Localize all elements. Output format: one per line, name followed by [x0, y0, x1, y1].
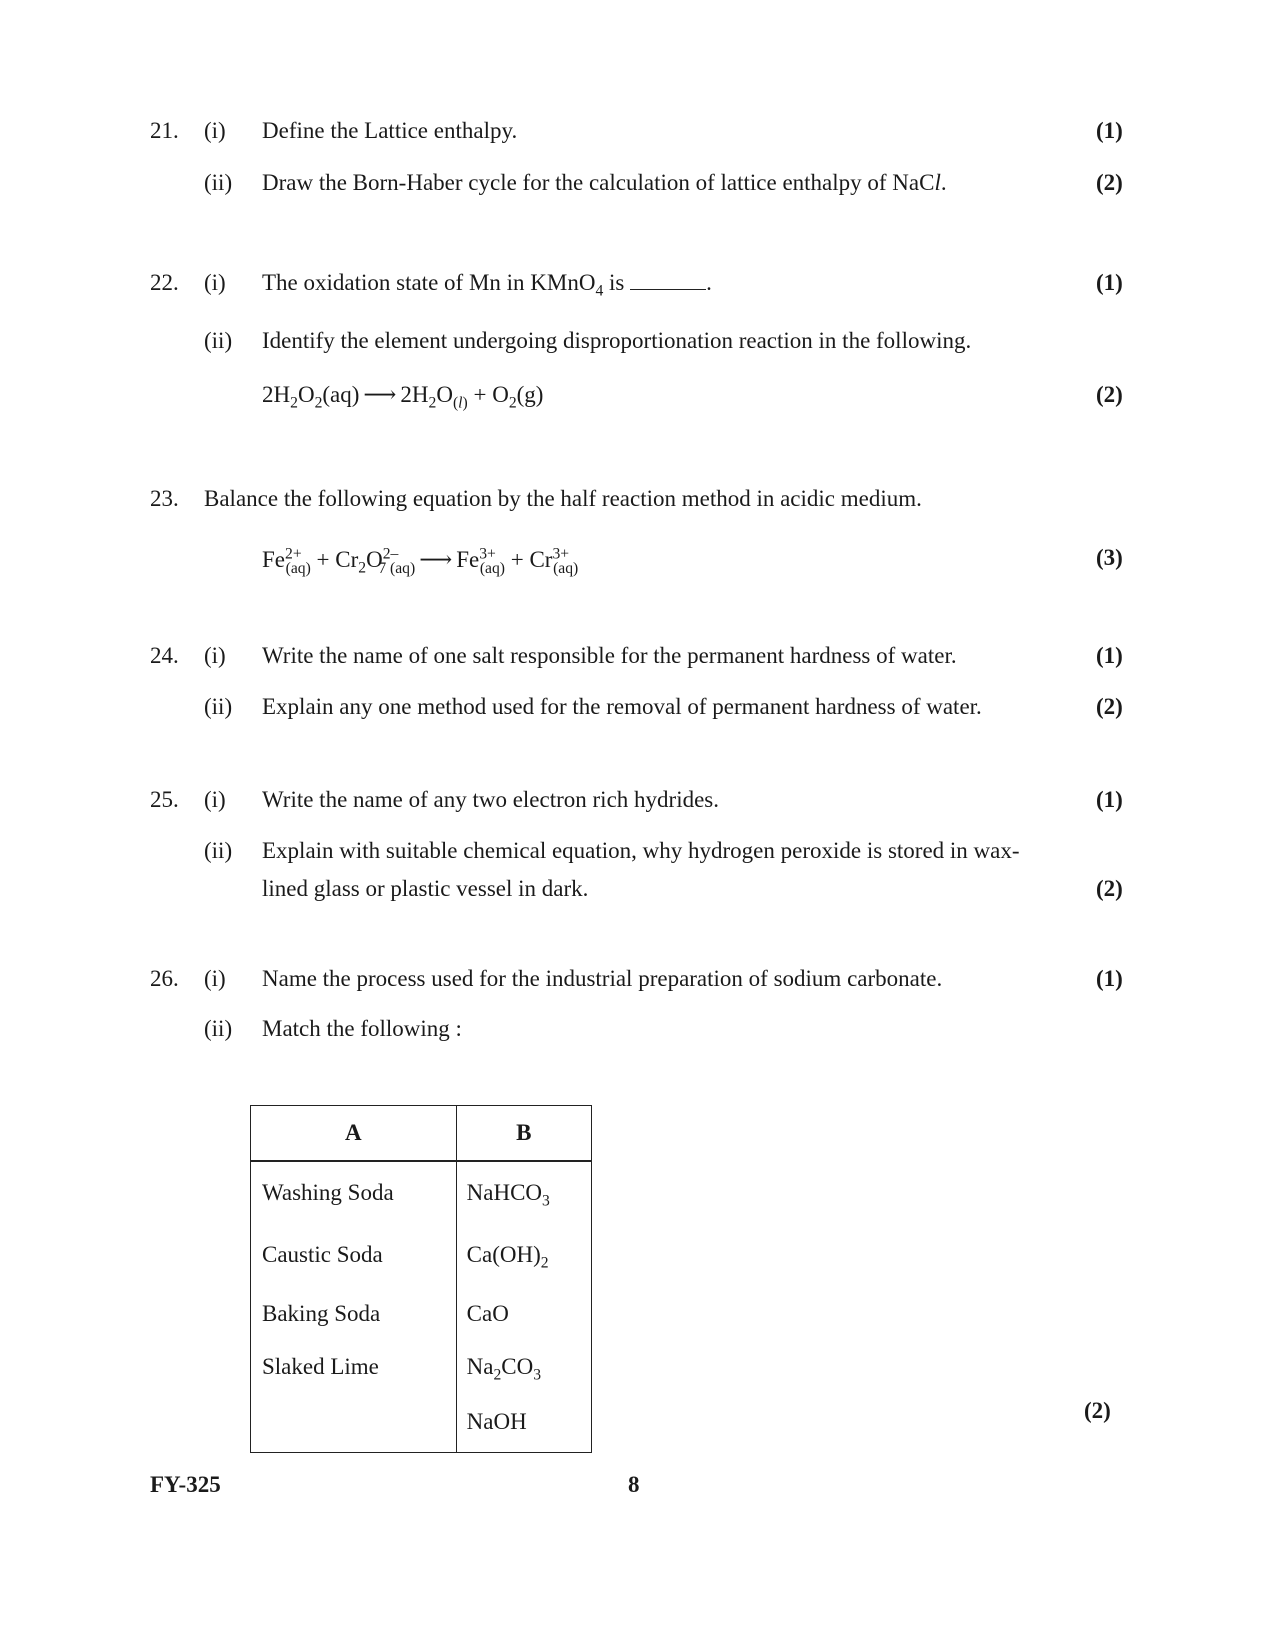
- question-text: Write the name of one salt responsible for the permanent hardness of water.: [262, 643, 957, 668]
- answer-blank: [630, 271, 706, 290]
- table-cell-b: $Na_2CO_3$: [456, 1342, 591, 1392]
- paper-code: FY-325: [150, 1472, 221, 1497]
- question-text: Explain any one method used for the removal of permanent hardness of water.: [262, 694, 982, 719]
- part-label: (i): [204, 643, 226, 668]
- table-cell-b: CaO: [456, 1286, 591, 1342]
- marks: (2): [1084, 1398, 1111, 1423]
- table-cell-a: Washing Soda: [251, 1161, 457, 1224]
- table-cell-a: Caustic Soda: [251, 1224, 457, 1286]
- match-table: [250, 1105, 592, 1453]
- part-label: (ii): [204, 1016, 233, 1041]
- marks: (3): [1096, 545, 1123, 570]
- question-text: Define the Lattice enthalpy.: [262, 118, 518, 143]
- marks: (1): [1096, 643, 1123, 668]
- question-number-21: 21.: [150, 118, 179, 143]
- question-text: Identify the element undergoing disproportionation reaction in the following.: [262, 328, 972, 353]
- question-number-23: 23.: [150, 486, 179, 511]
- marks: (1): [1096, 118, 1123, 143]
- part-label: (i): [204, 787, 226, 812]
- question-text: Draw the Born-Haber cycle for the calculation of lattice enthalpy of NaCl.: [262, 170, 947, 195]
- question-text: Explain with suitable chemical equation, why hydrogen peroxide is stored in wax-: [262, 838, 1020, 863]
- question-text: Name the process used for the industrial preparation of sodium carbonate.: [262, 966, 943, 991]
- part-label: (ii): [204, 328, 233, 353]
- part-label: (i): [204, 966, 226, 991]
- question-number-24: 24.: [150, 643, 179, 668]
- marks: (2): [1096, 170, 1123, 195]
- question-number-26: 26.: [150, 966, 179, 991]
- question-number-25: 25.: [150, 787, 179, 812]
- marks: (1): [1096, 270, 1123, 295]
- question-number-22: 22.: [150, 270, 179, 295]
- marks: (2): [1096, 876, 1123, 901]
- marks: (1): [1096, 966, 1123, 991]
- table-cell-a: Slaked Lime: [251, 1342, 457, 1392]
- part-label: (i): [204, 270, 226, 295]
- marks: (2): [1096, 382, 1123, 407]
- redox-equation: $Fe^{2+}_{(aq)} + Cr_2O^{2-}_{7 (aq)}$ ⟶ $Fe^{3+}_{(aq)} + Cr^{3+}_{(aq)}$: [262, 545, 579, 577]
- question-text: lined glass or plastic vessel in dark.: [262, 876, 589, 901]
- disproportionation-equation: $2H_2O_2(aq)$ ⟶ $2H_2O_{(l)} + O_2(g)$: [262, 382, 544, 412]
- part-label: (i): [204, 118, 226, 143]
- question-text: Match the following :: [262, 1016, 462, 1041]
- table-cell-a: Baking Soda: [251, 1286, 457, 1342]
- page-number: 8: [628, 1472, 640, 1497]
- marks: (2): [1096, 694, 1123, 719]
- part-label: (ii): [204, 694, 233, 719]
- question-text: The oxidation state of Mn in KMnO$_4$ is .: [262, 270, 712, 300]
- column-header-b: B: [456, 1106, 591, 1162]
- column-header-a: A: [251, 1106, 457, 1162]
- question-text: Write the name of any two electron rich hydrides.: [262, 787, 719, 812]
- question-text: Balance the following equation by the half reaction method in acidic medium.: [204, 486, 922, 511]
- table-cell-b: NaOH: [456, 1392, 591, 1453]
- table-cell-b: $Ca(OH)_2$: [456, 1224, 591, 1286]
- part-label: (ii): [204, 838, 233, 863]
- marks: (1): [1096, 787, 1123, 812]
- table-cell-a: [251, 1392, 457, 1453]
- part-label: (ii): [204, 170, 233, 195]
- table-cell-b: NaHCO$_3$: [456, 1161, 591, 1224]
